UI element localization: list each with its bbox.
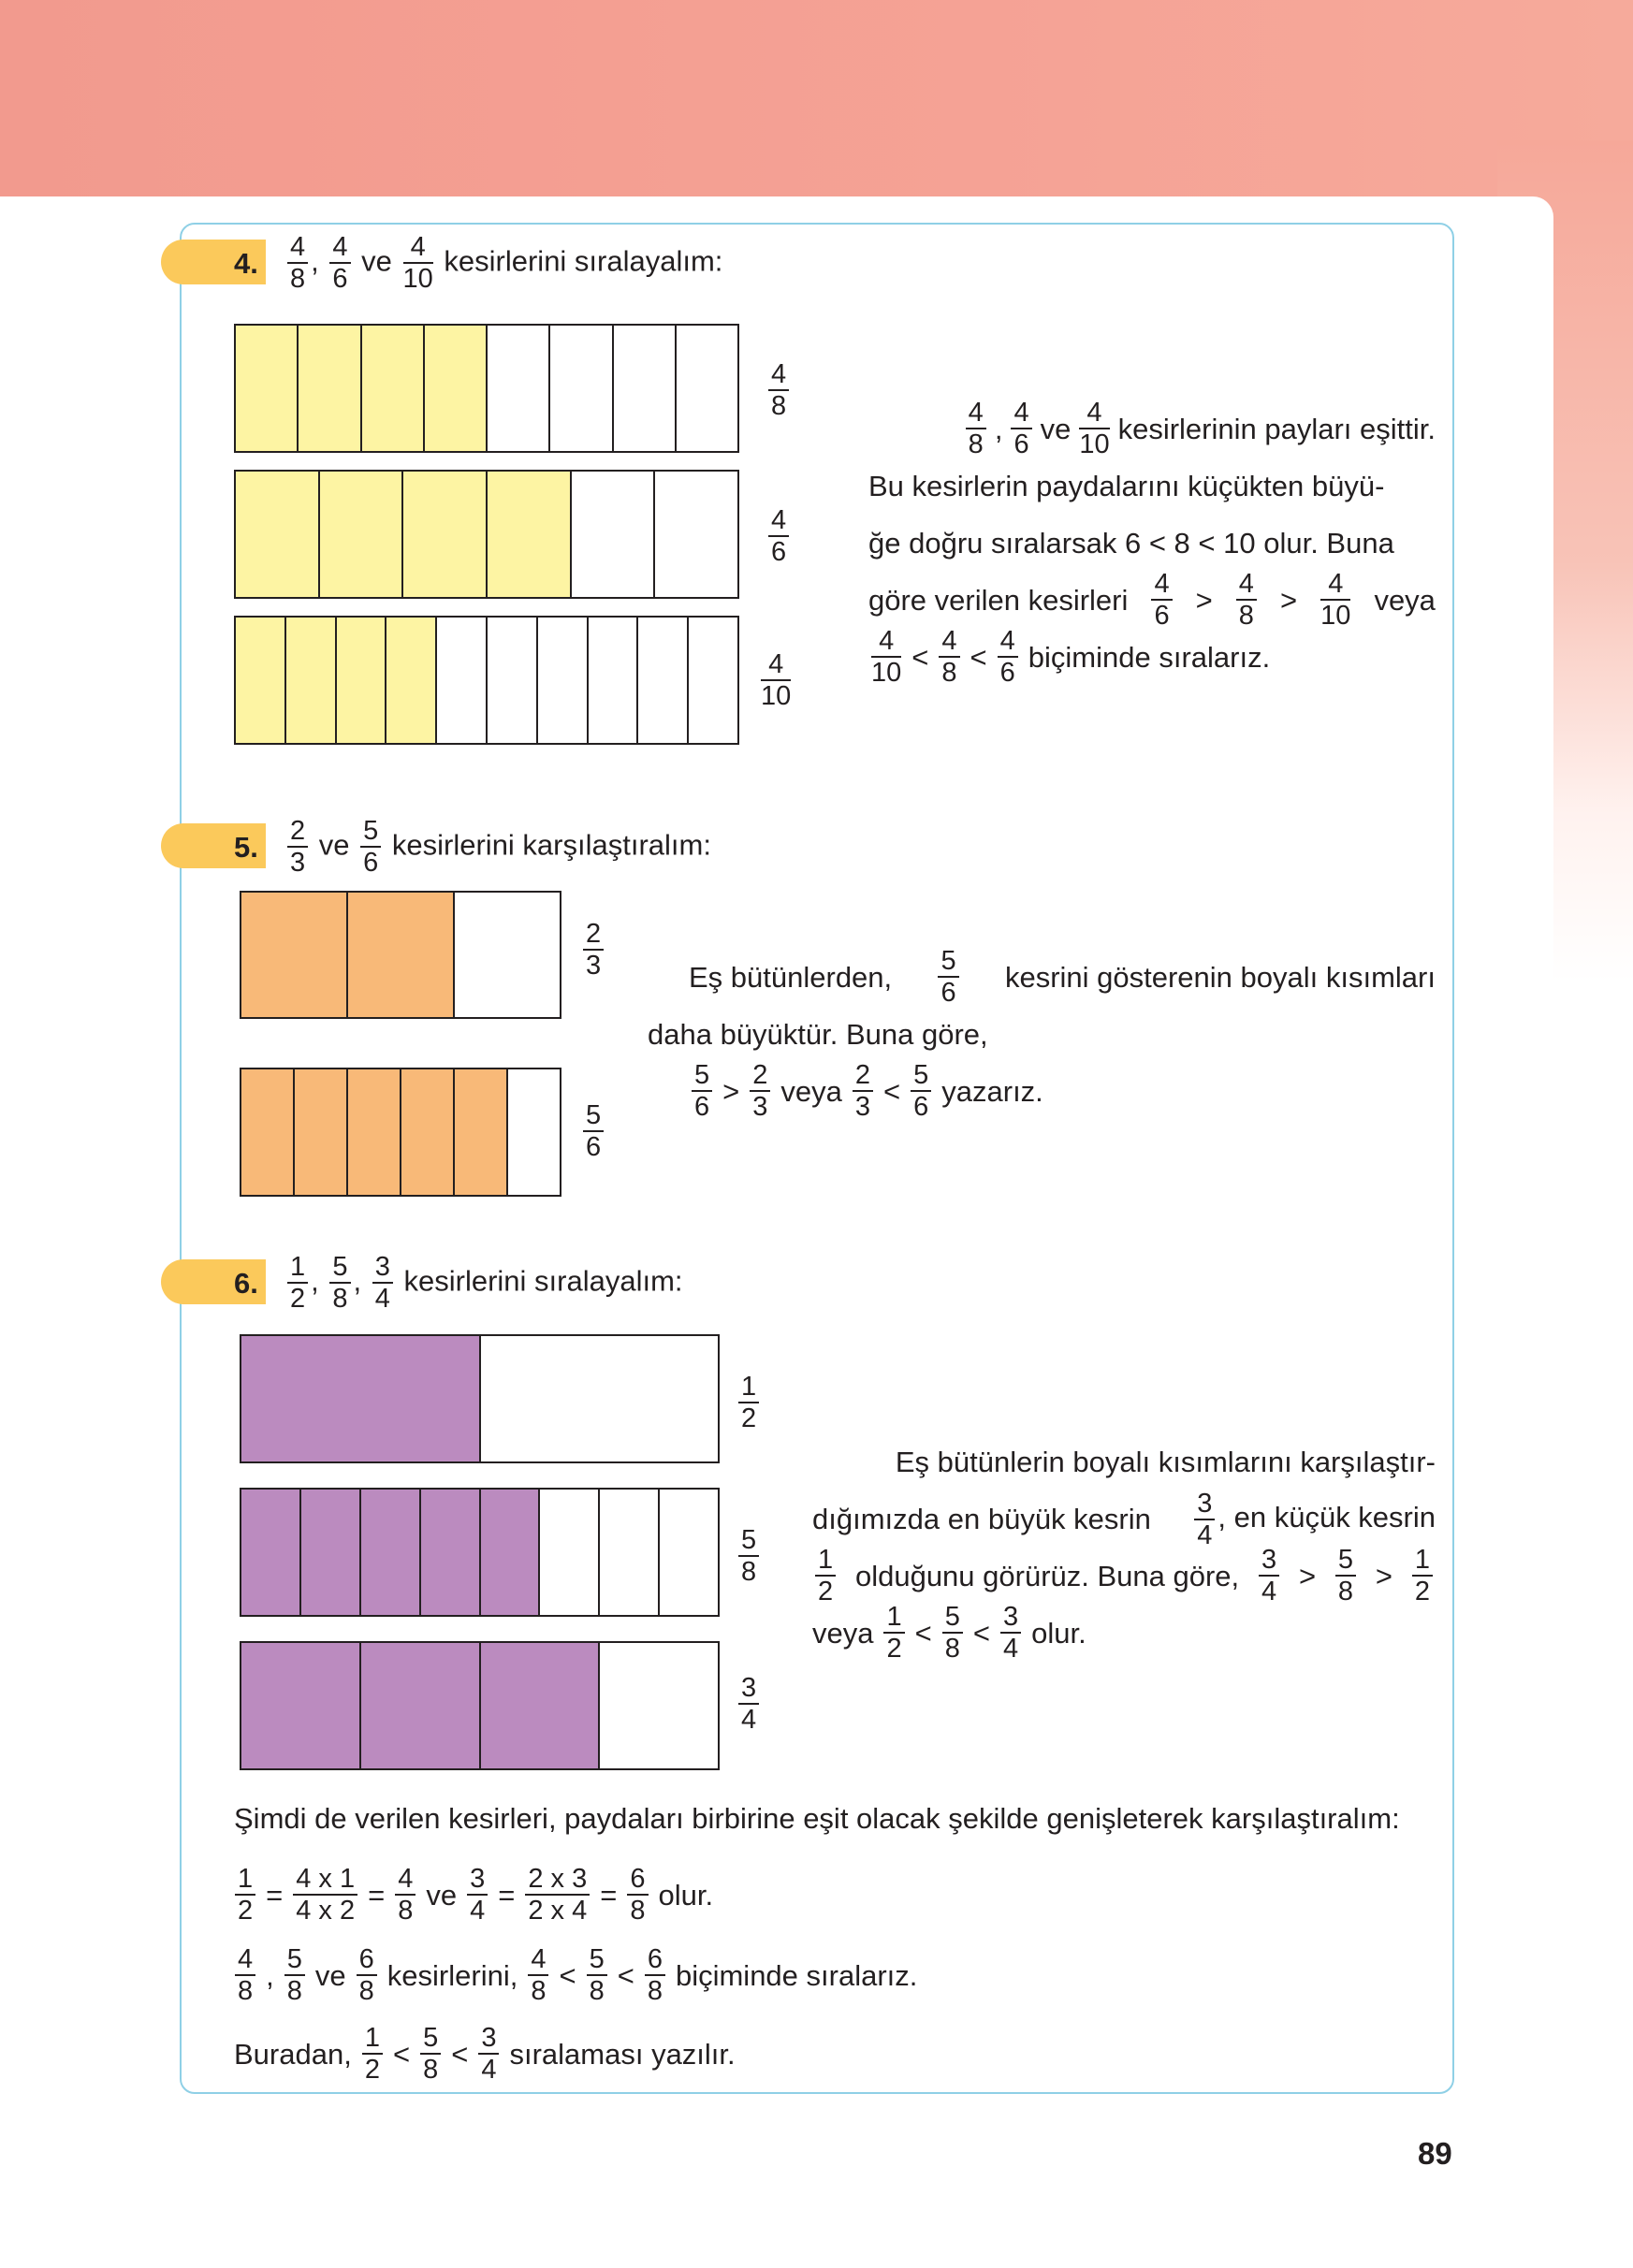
empty-part	[548, 326, 611, 451]
shaded-part	[359, 1643, 479, 1768]
fraction: $\frac{4}{6}$	[329, 234, 350, 293]
shaded-part	[479, 1490, 539, 1615]
header-band	[0, 0, 1633, 196]
q4-explanation: 4 8 , 4 6 ve 4 10 kesirlerinin payları eşittir. Bu kesirlerin paydalarını küçükten büyü- ğe doğru sıralarsak 6 < 8 < 10 olur. Buna göre verilen kesirleri 4 6 > 4 8 > 4 10 veya 4 10 < 4 8 < 4 6 biçiminde sıralarız.	[868, 398, 1436, 688]
fraction-bar-5-8	[240, 1488, 720, 1617]
shaded-part	[401, 472, 486, 597]
bar-label-2-3: $\frac{2}{3}$	[580, 921, 606, 980]
empty-part	[536, 618, 587, 743]
question-number-6: 6.	[234, 1267, 258, 1300]
q6-equation-2: 4 8 , 5 8 ve 6 8 kesirlerini, 4 8 < 5 8 < 6 8 biçiminde sıralarız.	[232, 1946, 917, 2005]
shaded-part	[453, 1069, 506, 1195]
q6-explanation: Eş bütünlerin boyalı kısımlarını karşılaştır- dığımızda en büyük kesrin $\frac{3}{4}$ , en küçük kesrin 1 2 olduğunu görürüz. Buna göre, 3 4 > 5 8 > 1 2 veya 1 2 < 5 8 < 3 4 olur.	[812, 1446, 1436, 1664]
empty-part	[653, 472, 737, 597]
shaded-part	[241, 893, 346, 1017]
empty-part	[538, 1490, 598, 1615]
fraction-bar-3-4	[240, 1641, 720, 1770]
empty-part	[435, 618, 486, 743]
bar-label-5-6: $\frac{5}{6}$	[580, 1102, 606, 1161]
fraction-bar-5-6	[240, 1068, 561, 1197]
shaded-part	[385, 618, 435, 743]
shaded-part	[479, 1643, 599, 1768]
bar-label-4-10: $\frac{4}{10}$	[761, 649, 792, 711]
empty-part	[486, 618, 536, 743]
empty-part	[570, 472, 654, 597]
empty-part	[598, 1490, 658, 1615]
empty-part	[453, 893, 560, 1017]
shaded-part	[241, 1069, 293, 1195]
empty-part	[598, 1643, 718, 1768]
fraction-bar-4-6	[234, 470, 739, 599]
q6-title: $\frac{1}{2}$ , $\frac{5}{8}$ , $\frac{3}{4}$ kesirlerini sıralayalım:	[284, 1254, 683, 1313]
shaded-part	[318, 472, 402, 597]
shaded-part	[346, 1069, 400, 1195]
fraction-bar-2-3	[240, 891, 561, 1019]
shaded-part	[400, 1069, 453, 1195]
q4-title: $\frac{4}{8}$ , $\frac{4}{6}$ ve $\frac{4}{10}$ kesirlerini sıralayalım:	[284, 234, 722, 293]
empty-part	[486, 326, 548, 451]
q5-title: $\frac{2}{3}$ ve $\frac{5}{6}$ kesirlerini karşılaştıralım:	[284, 818, 711, 877]
shaded-part	[284, 618, 335, 743]
q5-explanation: Eş bütünlerden, 5 6 kesrini gösterenin boyalı kısımları daha büyüktür. Buna göre, 5 6 > 2 3 veya 2 3 < 5 6 yazarız.	[648, 946, 1436, 1122]
empty-part	[612, 326, 675, 451]
shaded-part	[297, 326, 359, 451]
bar-label-4-6: $\frac{4}{6}$	[765, 507, 792, 566]
bar-label-3-4: $\frac{3}{4}$	[736, 1675, 762, 1734]
fraction-bar-4-8	[234, 324, 739, 453]
shaded-part	[423, 326, 486, 451]
shaded-part	[293, 1069, 346, 1195]
page-corner	[1460, 196, 1553, 253]
question-number-5: 5.	[234, 831, 258, 864]
shaded-part	[236, 326, 297, 451]
q6-expand-instruction: Şimdi de verilen kesirleri, paydaları birbirine eşit olacak şekilde genişleterek karşılaştıralım:	[234, 1802, 1400, 1835]
shaded-part	[486, 472, 570, 597]
fraction-bar-4-10	[234, 616, 739, 745]
empty-part	[636, 618, 687, 743]
page-number: 89	[1418, 2136, 1452, 2171]
shaded-part	[335, 618, 386, 743]
bar-label-4-8: $\frac{4}{8}$	[765, 361, 792, 420]
q6-conclusion: Buradan, 1 2 < 5 8 < 3 4 sıralaması yazılır.	[234, 2023, 736, 2085]
empty-part	[479, 1336, 719, 1461]
empty-part	[675, 326, 737, 451]
shaded-part	[360, 326, 423, 451]
empty-part	[687, 618, 737, 743]
shaded-part	[241, 1336, 479, 1461]
bar-label-5-8: $\frac{5}{8}$	[736, 1527, 762, 1586]
fraction: $\frac{4}{8}$	[287, 234, 308, 293]
empty-part	[658, 1490, 718, 1615]
shaded-part	[359, 1490, 419, 1615]
empty-part	[506, 1069, 560, 1195]
shaded-part	[236, 618, 284, 743]
shaded-part	[419, 1490, 479, 1615]
question-number-4: 4.	[234, 247, 258, 280]
q6-equation-1: $\frac{1}{2}$ = $\frac{4 x 1}{4 x 2}$ = $\frac{4}{8}$ ve $\frac{3}{4}$ = $\frac{2 x 3}{2 x 4}$ = $\frac{6}{8}$ olur.	[232, 1866, 713, 1925]
bar-label-1-2: $\frac{1}{2}$	[736, 1374, 762, 1432]
fraction: $\frac{4}{10}$	[402, 232, 433, 294]
shaded-part	[299, 1490, 359, 1615]
shaded-part	[346, 893, 453, 1017]
shaded-part	[236, 472, 318, 597]
fraction-bar-1-2	[240, 1334, 720, 1463]
shaded-part	[241, 1490, 299, 1615]
empty-part	[587, 618, 637, 743]
shaded-part	[241, 1643, 359, 1768]
